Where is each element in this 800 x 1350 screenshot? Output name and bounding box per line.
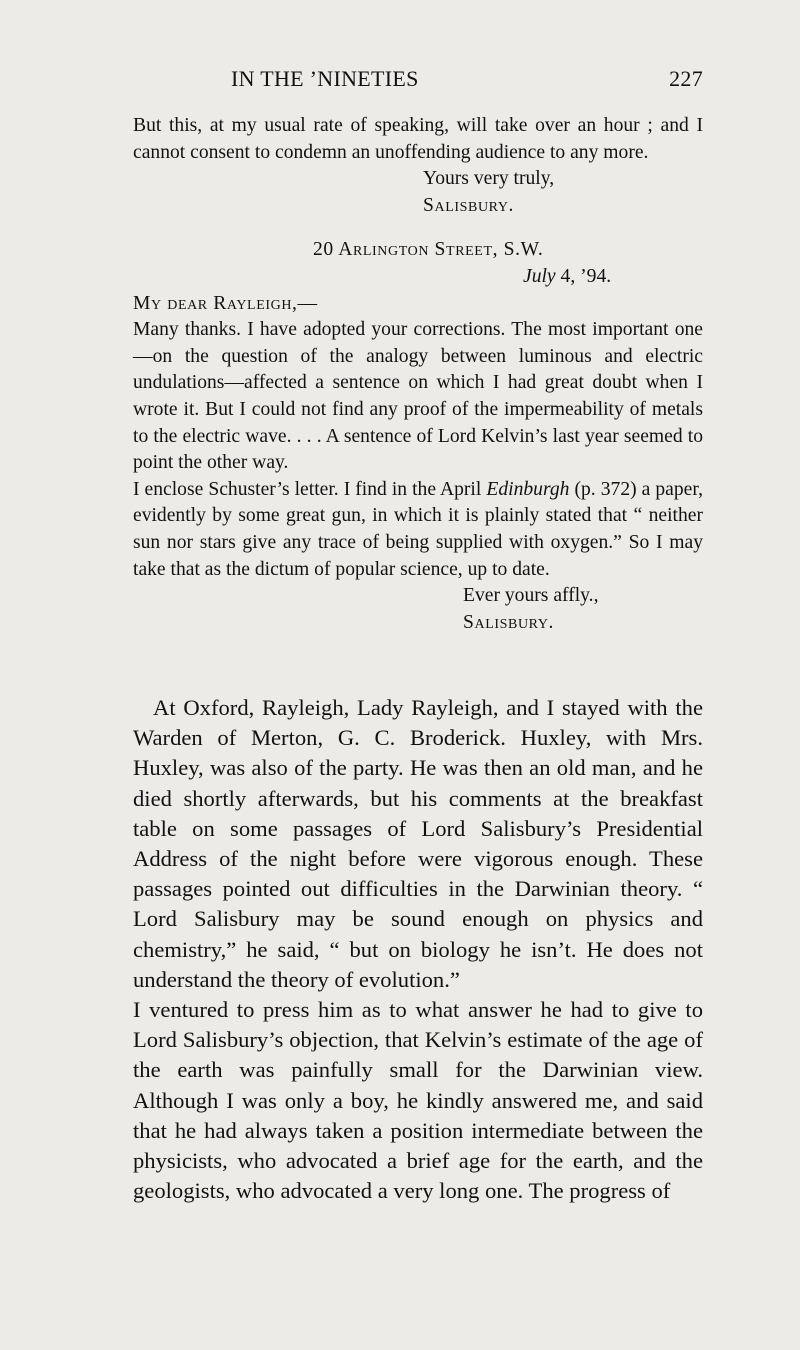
letters-section bbox=[133, 113, 703, 636]
letter2-valediction: Ever yours affly., bbox=[463, 585, 599, 607]
letter2-date bbox=[133, 264, 703, 291]
narrative-paragraph-2: I ventured to press him as to what answer he had to give to Lord Salisbury’s objection, that Kelvin’s estimate of the age of the earth was painfully small for the Darwinian view. Although I was only a boy, he kindly answered me, and said that he had always taken a position intermediate between the physicists, who advocated a brief age for the earth, and the geologists, who advocated a very long one. The progress of bbox=[133, 997, 703, 1204]
page-number: 227 bbox=[669, 66, 703, 91]
narrative-paragraph-1: At Oxford, Rayleigh, Lady Rayleigh, and I stayed with the Warden of Merton, G. C. Broderick. Huxley, with Mrs. Huxley, was also of the party. He was then an old man, and he died shortly afterwards, but his comments at the breakfast table on some passages of Lord Salisbury’s Presidential Address of the night before were vigorous enough. These passages pointed out difficulties in the Darwinian theory. “ Lord Salisbury may be sound enough on physics and chemistry,” he said, “ but on biology he isn’t. He does not understand the theory of evolution.” bbox=[133, 695, 703, 992]
journal-title: Edinburgh bbox=[486, 478, 570, 500]
running-header bbox=[133, 64, 703, 94]
letter2-signature: Salisbury. bbox=[463, 611, 555, 633]
letter2-paragraph-2-start: I enclose Schuster’s letter. I find in the April bbox=[133, 478, 482, 500]
letter2-address: 20 Arlington Street, S.W. bbox=[313, 239, 544, 261]
letter1-closing-paragraph: But this, at my usual rate of speaking, will take over an hour ; and I cannot consent to condemn an unoffending audience to any more. bbox=[133, 115, 703, 163]
letter2-date-rest: 4, ’94. bbox=[560, 265, 612, 287]
letter2-paragraph-1: Many thanks. I have adopted your corrections. The most important one—on the question of the analogy between luminous and electric undulations—affected a sentence on which I had great doubt when I wrote it. But I could not find any proof of the impermeability of metals to the electric wave. . . . A sentence of Lord Kelvin’s last year seemed to point the other way. bbox=[133, 319, 703, 474]
letter1-valediction: Yours very truly, bbox=[423, 168, 555, 190]
running-title: IN THE ’NINETIES bbox=[231, 66, 419, 91]
narrative-section bbox=[133, 693, 703, 1206]
letter2-paragraph-2-end: (p. 372) a paper, evidently by some great gun, in which it is plainly stated that “ neither sun nor stars give any trace of being supplied with oxygen.” So I may take that as the dictum of popular science, up to date. bbox=[133, 478, 704, 580]
letter1-signature: Salisbury. bbox=[423, 194, 515, 216]
letter2-salutation: My dear Rayleigh,— bbox=[133, 292, 318, 314]
letter2-date-month: July bbox=[523, 265, 556, 287]
letter2-paragraph-2 bbox=[133, 477, 703, 583]
